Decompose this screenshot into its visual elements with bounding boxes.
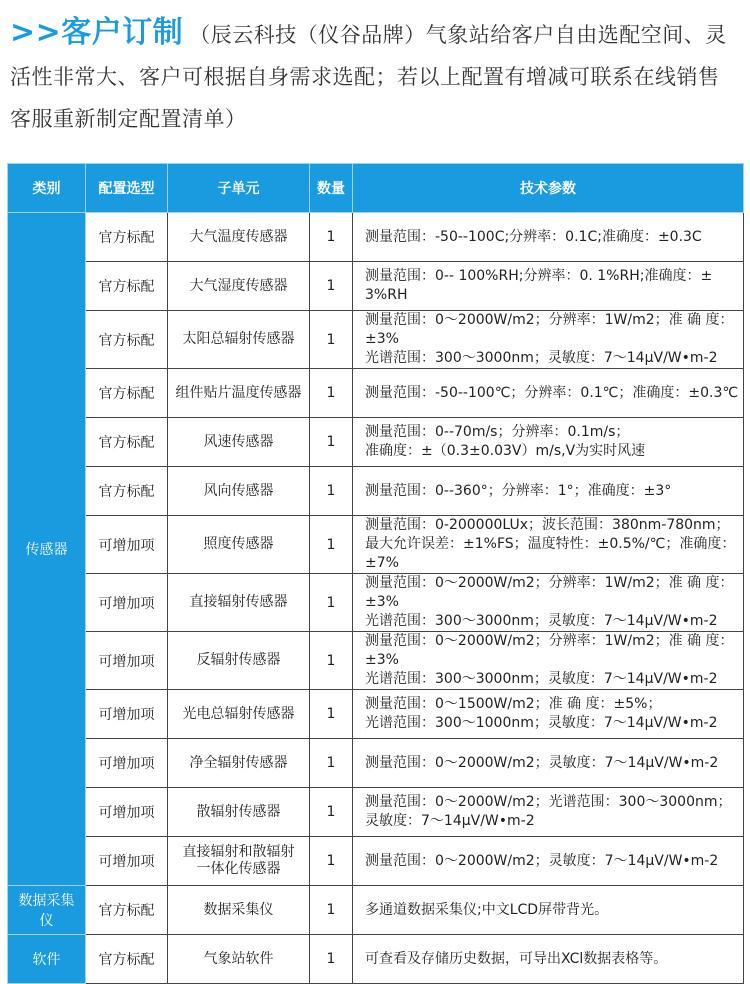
- tech-params-cell: 测量范围：0～2000W/m2；光谱范围：300～3000nm； 灵敏度：7～14μV/W•m-2: [353, 788, 744, 837]
- table-row: [8, 311, 744, 369]
- table-row: [8, 369, 744, 418]
- config-type-cell: 官方标配: [86, 935, 168, 984]
- quantity-cell: 1: [310, 739, 353, 788]
- category-cell: 传感器: [8, 213, 86, 886]
- sub-unit-cell: 光电总辐射传感器: [168, 690, 310, 739]
- config-type-cell: 可增加项: [86, 788, 168, 837]
- intro-paragraph: [10, 12, 740, 140]
- config-type-cell: 官方标配: [86, 262, 168, 311]
- category-cell: 数据采集仪: [8, 886, 86, 935]
- quantity-cell: 1: [310, 262, 353, 311]
- intro-text: （辰云科技（仪谷品牌）气象站给客户自由选配空间、灵活性非常大、客户可根据自身需求选配；若以上配置有增减可联系在线销售客服重新制定配置清单）: [10, 23, 727, 131]
- table-row: [8, 886, 744, 935]
- table-row: [8, 690, 744, 739]
- config-type-cell: 官方标配: [86, 886, 168, 935]
- config-type-cell: 可增加项: [86, 837, 168, 886]
- sub-unit-cell: 大气温度传感器: [168, 213, 310, 262]
- sub-unit-cell: 直接辐射和散辐射 一体化传感器: [168, 837, 310, 886]
- sub-unit-cell: 大气湿度传感器: [168, 262, 310, 311]
- config-type-cell: 官方标配: [86, 418, 168, 467]
- quantity-cell: 1: [310, 213, 353, 262]
- table-row: [8, 516, 744, 574]
- header-config-type: 配置选型: [86, 164, 168, 213]
- category-cell: 软件: [8, 935, 86, 984]
- header-sub-unit: 子单元: [168, 164, 310, 213]
- quantity-cell: 1: [310, 788, 353, 837]
- quantity-cell: 1: [310, 690, 353, 739]
- table-row: [8, 262, 744, 311]
- header-tech-params: 技术参数: [353, 164, 744, 213]
- quantity-cell: 1: [310, 467, 353, 516]
- tech-params-cell: 测量范围：0～2000W/m2；分辨率：1W/m2；准 确 度：±3% 光谱范围：300～3000nm；灵敏度：7～14μV/W•m-2: [353, 574, 744, 632]
- sub-unit-cell: 直接辐射传感器: [168, 574, 310, 632]
- table-row: [8, 574, 744, 632]
- tech-params-cell: 测量范围：0-200000LUx；波长范围：380nm-780nm； 最大允许误差：±1%FS；温度特性：±0.5%/℃；准确度：±7%: [353, 516, 744, 574]
- header-category: 类别: [8, 164, 86, 213]
- tech-params-cell: 可查看及存储历史数据，可导出XCl数据表格等。: [353, 935, 744, 984]
- table-row: [8, 837, 744, 886]
- tech-params-cell: 测量范围：0～2000W/m2；灵敏度：7～14μV/W•m-2: [353, 837, 744, 886]
- config-type-cell: 可增加项: [86, 516, 168, 574]
- tech-params-cell: 测量范围：0-- 100%RH;分辨率：0. 1%RH;准确度：± 3%RH: [353, 262, 744, 311]
- quantity-cell: 1: [310, 311, 353, 369]
- quantity-cell: 1: [310, 837, 353, 886]
- sub-unit-cell: 净全辐射传感器: [168, 739, 310, 788]
- tech-params-cell: 测量范围：-50--100℃；分辨率：0.1℃；准确度：±0.3℃: [353, 369, 744, 418]
- tech-params-cell: 测量范围：-50--100C;分辨率：0.1C;准确度：±0.3C: [353, 213, 744, 262]
- config-type-cell: 可增加项: [86, 574, 168, 632]
- table-row: [8, 935, 744, 984]
- quantity-cell: 1: [310, 418, 353, 467]
- quantity-cell: 1: [310, 935, 353, 984]
- sub-unit-cell: 数据采集仪: [168, 886, 310, 935]
- sub-unit-cell: 反辐射传感器: [168, 632, 310, 690]
- configuration-table: [7, 163, 744, 984]
- tech-params-cell: 测量范围：0～1500W/m2；准 确 度：±5%； 光谱范围：300～1000nm；灵敏度：7～14μV/W•m-2: [353, 690, 744, 739]
- config-type-cell: 官方标配: [86, 213, 168, 262]
- section-heading: >>客户订制: [10, 15, 184, 50]
- table-header-row: [8, 164, 744, 213]
- sub-unit-cell: 气象站软件: [168, 935, 310, 984]
- table-row: [8, 788, 744, 837]
- quantity-cell: 1: [310, 369, 353, 418]
- config-type-cell: 可增加项: [86, 632, 168, 690]
- table-row: [8, 632, 744, 690]
- sub-unit-cell: 太阳总辐射传感器: [168, 311, 310, 369]
- config-type-cell: 官方标配: [86, 467, 168, 516]
- tech-params-cell: 测量范围：0--70m/s；分辨率：0.1m/s； 准确度：±（0.3±0.03V）m/s,V为实时风速: [353, 418, 744, 467]
- quantity-cell: 1: [310, 574, 353, 632]
- config-type-cell: 可增加项: [86, 690, 168, 739]
- sub-unit-cell: 散辐射传感器: [168, 788, 310, 837]
- table-row: [8, 467, 744, 516]
- tech-params-cell: 多通道数据采集仪;中文LCD屏带背光。: [353, 886, 744, 935]
- config-type-cell: 官方标配: [86, 311, 168, 369]
- table-row: [8, 418, 744, 467]
- tech-params-cell: 测量范围：0～2000W/m2；分辨率：1W/m2；准 确 度：±3% 光谱范围：300～3000nm；灵敏度：7～14μV/W•m-2: [353, 632, 744, 690]
- quantity-cell: 1: [310, 632, 353, 690]
- tech-params-cell: 测量范围：0～2000W/m2；灵敏度：7～14μV/W•m-2: [353, 739, 744, 788]
- tech-params-cell: 测量范围：0--360°；分辨率：1°；准确度：±3°: [353, 467, 744, 516]
- sub-unit-cell: 照度传感器: [168, 516, 310, 574]
- tech-params-cell: 测量范围：0～2000W/m2；分辨率：1W/m2；准 确 度：±3% 光谱范围：300～3000nm；灵敏度：7～14μV/W•m-2: [353, 311, 744, 369]
- config-type-cell: 官方标配: [86, 369, 168, 418]
- sub-unit-cell: 风速传感器: [168, 418, 310, 467]
- sub-unit-cell: 风向传感器: [168, 467, 310, 516]
- quantity-cell: 1: [310, 516, 353, 574]
- table-row: [8, 739, 744, 788]
- config-type-cell: 可增加项: [86, 739, 168, 788]
- quantity-cell: 1: [310, 886, 353, 935]
- table-row: [8, 213, 744, 262]
- table-body: [8, 213, 744, 984]
- header-quantity: 数量: [310, 164, 353, 213]
- sub-unit-cell: 组件贴片温度传感器: [168, 369, 310, 418]
